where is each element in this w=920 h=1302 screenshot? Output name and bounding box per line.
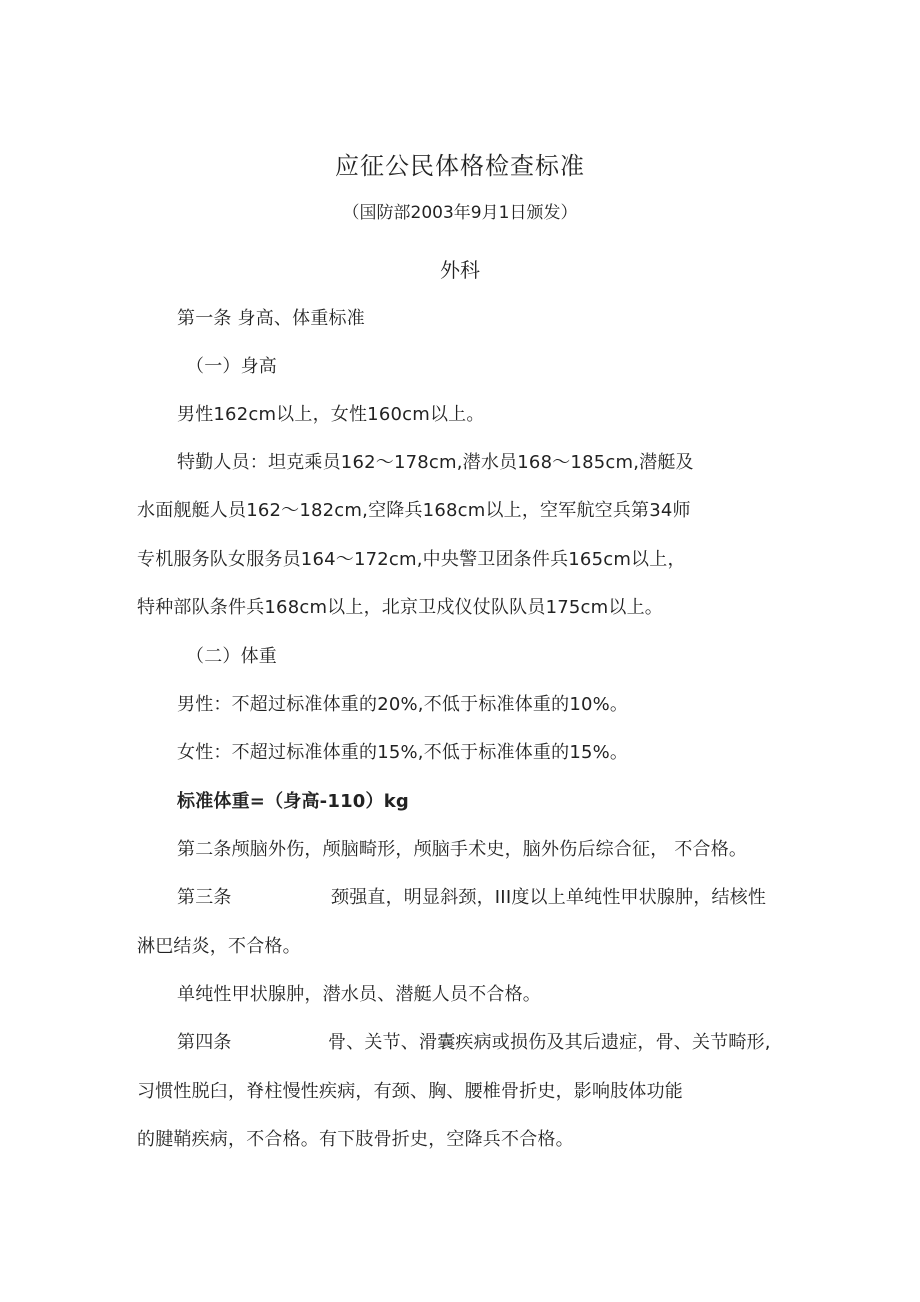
article-3-note: 单纯性甲状腺肿，潜水员、潜艇人员不合格。 [177, 984, 541, 1005]
article-4-continuation-2: 的腱鞘疾病，不合格。有下肢骨折史，空降兵不合格。 [137, 1129, 574, 1150]
article-3-continuation: 淋巴结炎，不合格。 [137, 936, 301, 957]
article-4-continuation-1: 习惯性脱臼，脊柱慢性疾病，有颈、胸、腰椎骨折史，影响肢体功能 [137, 1081, 683, 1102]
height-special-line-2: 水面舰艇人员162～182cm,空降兵168cm以上，空军航空兵第34师 [137, 500, 691, 521]
section-heading: 外科 [440, 258, 480, 282]
document-title: 应征公民体格检查标准 [335, 152, 585, 180]
article-2-text: 第二条颅脑外伤，颅脑畸形，颅脑手术史，脑外伤后综合征， 不合格。 [177, 839, 748, 860]
weight-subheading: （二）体重 [186, 646, 277, 667]
weight-female-text: 女性：不超过标准体重的15%,不低于标准体重的15%。 [177, 742, 629, 763]
document-subtitle: （国防部2003年9月1日颁发） [342, 203, 578, 223]
article-3-text: 颈强直，明显斜颈，III度以上单纯性甲状腺肿，结核性 [331, 887, 767, 908]
height-general-text: 男性162cm以上，女性160cm以上。 [177, 404, 485, 425]
article-1-heading: 第一条 身高、体重标准 [177, 308, 365, 329]
height-special-line-3: 专机服务队女服务员164～172cm,中央警卫团条件兵165cm以上， [137, 549, 686, 570]
weight-male-text: 男性：不超过标准体重的20%,不低于标准体重的10%。 [177, 694, 629, 715]
article-3-label: 第三条 [177, 887, 232, 908]
height-special-line-1: 特勤人员：坦克乘员162～178cm,潜水员168～185cm,潜艇及 [177, 452, 694, 473]
height-subheading: （一）身高 [186, 356, 277, 377]
article-4-text: 骨、关节、滑囊疾病或损伤及其后遗症，骨、关节畸形, [328, 1032, 771, 1053]
standard-weight-formula: 标准体重=（身高-110）kg [177, 791, 409, 812]
height-special-line-4: 特种部队条件兵168cm以上，北京卫戍仪仗队队员175cm以上。 [137, 597, 663, 618]
article-4-label: 第四条 [177, 1032, 232, 1053]
